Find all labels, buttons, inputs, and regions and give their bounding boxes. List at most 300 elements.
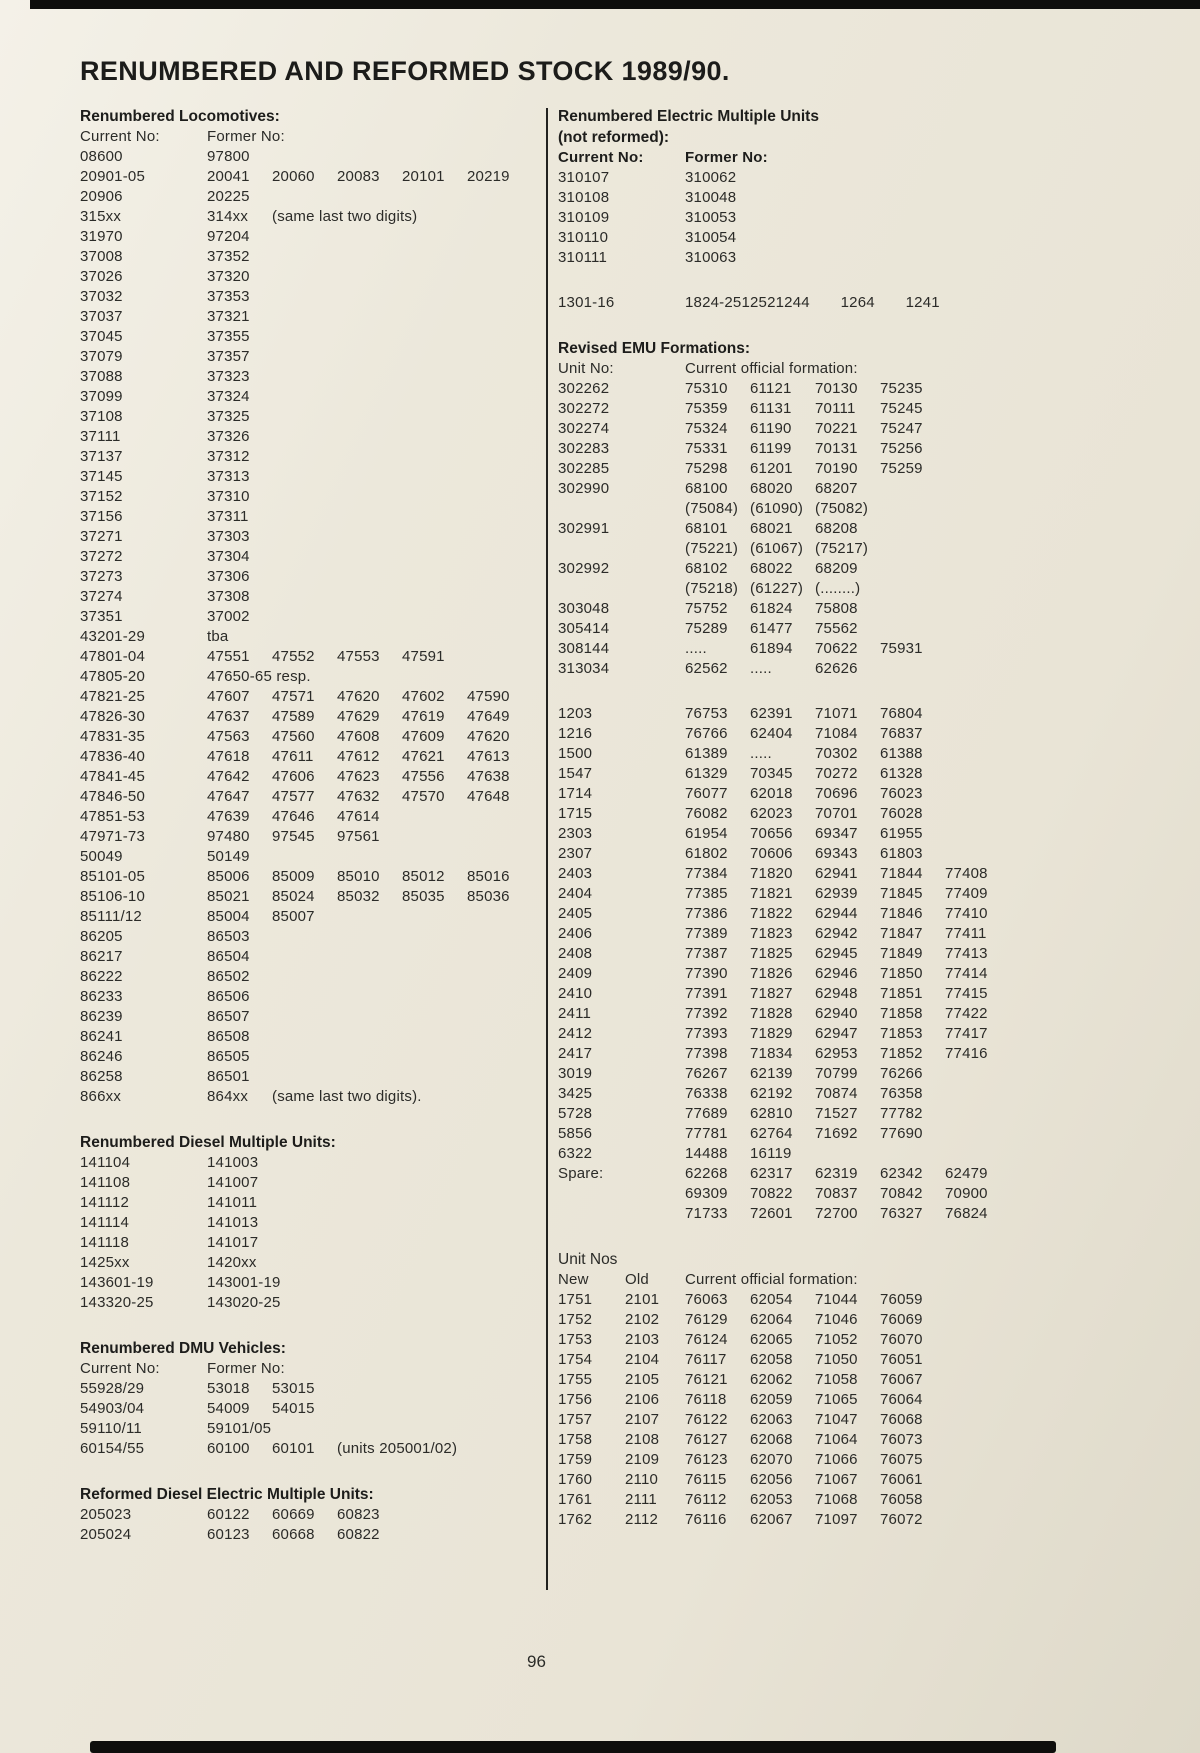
row-label: 37111 — [80, 428, 121, 445]
row-label: 86241 — [80, 1028, 123, 1045]
table-row — [558, 1124, 1198, 1144]
row-label: 37145 — [80, 468, 123, 485]
row-value: 76115 — [685, 1471, 727, 1488]
row-label: 310107 — [558, 169, 610, 186]
table-row — [558, 984, 1198, 1004]
row-value: 47618 — [207, 748, 250, 765]
row-value: 76127 — [685, 1431, 728, 1448]
row-label: 2303 — [558, 825, 593, 842]
row-label: 2105 — [625, 1371, 660, 1388]
row-label: 86246 — [80, 1048, 123, 1065]
row-value: 77384 — [685, 865, 728, 882]
row-value: 37352 — [207, 248, 250, 265]
row-label: 85106-10 — [80, 888, 145, 905]
section-heading: Reformed Diesel Electric Multiple Units: — [80, 1486, 374, 1503]
row-label: 2106 — [625, 1391, 660, 1408]
table-row — [558, 168, 1198, 188]
table-row — [80, 907, 546, 927]
table-row — [80, 327, 546, 347]
row-value: 77398 — [685, 1045, 728, 1062]
row-label — [558, 1204, 685, 1224]
row-label: 59110/11 — [80, 1420, 142, 1437]
row-value: 37323 — [207, 368, 250, 385]
row-value: 77411 — [945, 925, 987, 942]
row-value: 61824 — [750, 600, 793, 617]
row-value: 85036 — [467, 888, 510, 905]
table-row — [558, 1330, 1198, 1350]
row-label: 47831-35 — [80, 728, 145, 745]
row-label: 54903/04 — [80, 1400, 145, 1417]
row-label: 308144 — [558, 640, 610, 657]
row-value: 62941 — [815, 865, 858, 882]
row-label: 2111 — [625, 1491, 657, 1508]
row-value: 62063 — [750, 1411, 793, 1428]
row-value: (61227) — [750, 580, 804, 597]
row-value: 75562 — [815, 620, 858, 637]
row-value: 76117 — [685, 1351, 727, 1368]
row-value: 76073 — [880, 1431, 923, 1448]
row-value: 86504 — [207, 948, 250, 965]
table-row — [80, 667, 546, 687]
row-value: 70656 — [750, 825, 793, 842]
row-label: 37274 — [80, 588, 123, 605]
section-heading: Renumbered Locomotives: — [80, 108, 280, 125]
table-row — [80, 427, 546, 447]
page-number: 96 — [527, 1652, 546, 1671]
row-label: 2403 — [558, 865, 593, 882]
table-row — [80, 1293, 546, 1313]
row-value: 62942 — [815, 925, 858, 942]
table-row — [80, 927, 546, 947]
table-row — [80, 247, 546, 267]
row-value: 77390 — [685, 965, 728, 982]
row-value: 71851 — [880, 985, 923, 1002]
table-row — [80, 1379, 546, 1399]
row-value: 71846 — [880, 905, 923, 922]
row-value: 54015 — [272, 1400, 315, 1417]
row-value: 85035 — [402, 888, 445, 905]
row-label: 302990 — [558, 480, 610, 497]
row-value: 77391 — [685, 985, 728, 1002]
row-value: 1824-251252 — [685, 294, 776, 311]
row-value: 37326 — [207, 428, 250, 445]
table-row — [558, 1204, 1198, 1224]
row-value: 75808 — [815, 600, 858, 617]
table-row — [80, 887, 546, 907]
table-row — [80, 467, 546, 487]
row-label: 5728 — [558, 1105, 593, 1122]
row-label: 37272 — [80, 548, 123, 565]
row-value: 70874 — [815, 1085, 858, 1102]
row-value: 77417 — [945, 1025, 988, 1042]
table-row — [80, 727, 546, 747]
row-value: Current official formation: — [685, 1271, 858, 1288]
row-value: 76327 — [880, 1205, 923, 1222]
row-value: 75298 — [685, 460, 728, 477]
table-row — [80, 1067, 546, 1087]
table-row — [558, 639, 1198, 659]
row-value: Former No: — [207, 128, 285, 145]
table-row — [558, 293, 1198, 313]
row-label: 47851-53 — [80, 808, 145, 825]
row-value: 76064 — [880, 1391, 923, 1408]
row-value: 71064 — [815, 1431, 858, 1448]
table-row — [558, 419, 1198, 439]
row-label — [558, 539, 685, 559]
row-value: 37320 — [207, 268, 250, 285]
row-value: 62070 — [750, 1451, 793, 1468]
row-label: 47841-45 — [80, 768, 145, 785]
row-label: 303048 — [558, 600, 610, 617]
row-value: 47619 — [402, 708, 445, 725]
row-label: 85111/12 — [80, 908, 142, 925]
table-row — [558, 824, 1198, 844]
row-value: 86505 — [207, 1048, 250, 1065]
table-row — [558, 1430, 1198, 1450]
row-value: 47620 — [337, 688, 380, 705]
table-row — [558, 619, 1198, 639]
section — [80, 106, 546, 1107]
row-label: 85101-05 — [80, 868, 145, 885]
table-row — [558, 1370, 1198, 1390]
row-value: 62058 — [750, 1351, 793, 1368]
row-label: 2409 — [558, 965, 593, 982]
row-label: 2103 — [625, 1331, 660, 1348]
table-row — [80, 1027, 546, 1047]
column-headers — [558, 359, 1198, 379]
row-value: 75324 — [685, 420, 728, 437]
row-value: 47591 — [402, 648, 445, 665]
table-row — [558, 1290, 1198, 1310]
row-value: (61067) — [750, 540, 804, 557]
row-value: 37310 — [207, 488, 250, 505]
row-value: 76118 — [685, 1391, 727, 1408]
row-value: 97204 — [207, 228, 250, 245]
row-label: 47805-20 — [80, 668, 145, 685]
row-value: (61090) — [750, 500, 804, 517]
row-value: 37353 — [207, 288, 250, 305]
row-value: 71052 — [815, 1331, 858, 1348]
row-value: 62192 — [750, 1085, 793, 1102]
table-row — [80, 227, 546, 247]
row-label: 310110 — [558, 229, 609, 246]
row-label: 2112 — [625, 1511, 659, 1528]
row-label: 1301-16 — [558, 294, 615, 311]
row-value: 62054 — [750, 1291, 793, 1308]
row-value: 71733 — [685, 1205, 728, 1222]
row-label: 37156 — [80, 508, 123, 525]
right-column — [558, 106, 1198, 1530]
row-value: 71097 — [815, 1511, 858, 1528]
row-value: 61121 — [750, 380, 792, 397]
table-row — [80, 947, 546, 967]
section-heading: (not reformed): — [558, 129, 670, 146]
row-label: 302992 — [558, 560, 610, 577]
row-value: 50149 — [207, 848, 250, 865]
left-column — [80, 106, 546, 1545]
table-row — [558, 599, 1198, 619]
row-label: 1758 — [558, 1431, 593, 1448]
column-headers — [80, 127, 546, 147]
row-label: 2110 — [625, 1471, 659, 1488]
row-value: 70842 — [880, 1185, 923, 1202]
table-row — [558, 459, 1198, 479]
row-value: 47648 — [467, 788, 510, 805]
table-row — [558, 1310, 1198, 1330]
row-value: 20219 — [467, 168, 510, 185]
row-value: tba — [207, 628, 229, 645]
row-value: 47647 — [207, 788, 250, 805]
row-value: 53018 — [207, 1380, 250, 1397]
row-value: 71827 — [750, 985, 793, 1002]
row-label: 55928/29 — [80, 1380, 145, 1397]
section — [558, 704, 1198, 1224]
row-value: 76059 — [880, 1291, 923, 1308]
row-label: 47971-73 — [80, 828, 145, 845]
row-value: 37002 — [207, 608, 250, 625]
row-value: 68101 — [685, 520, 728, 537]
table-row — [558, 804, 1198, 824]
row-value: 47621 — [402, 748, 445, 765]
row-value: 47609 — [402, 728, 445, 745]
row-value: 47642 — [207, 768, 250, 785]
row-value: 47649 — [467, 708, 510, 725]
row-label: 1757 — [558, 1411, 593, 1428]
row-value: 75310 — [685, 380, 728, 397]
row-label: 3019 — [558, 1065, 593, 1082]
row-value: 76063 — [685, 1291, 728, 1308]
table-row — [558, 944, 1198, 964]
row-value: 97561 — [337, 828, 380, 845]
row-value: 60123 — [207, 1526, 250, 1543]
row-value: 61328 — [880, 765, 923, 782]
row-value: 85012 — [402, 868, 445, 885]
row-value: 62053 — [750, 1491, 793, 1508]
row-value: 141011 — [207, 1194, 258, 1211]
row-label: 141114 — [80, 1214, 130, 1231]
row-label: 2412 — [558, 1025, 593, 1042]
row-value: 61388 — [880, 745, 923, 762]
row-value: 62404 — [750, 725, 793, 742]
row-value: 62626 — [815, 660, 858, 677]
row-value: 69343 — [815, 845, 858, 862]
row-value: 69347 — [815, 825, 858, 842]
table-row — [80, 387, 546, 407]
row-label: 47801-04 — [80, 648, 145, 665]
row-value: 71527 — [815, 1105, 858, 1122]
row-value: 85016 — [467, 868, 510, 885]
row-label: 2108 — [625, 1431, 660, 1448]
table-row — [80, 487, 546, 507]
row-value: 47650-65 resp. — [207, 668, 311, 685]
row-value: 62056 — [750, 1471, 793, 1488]
table-row — [80, 267, 546, 287]
row-label: 2408 — [558, 945, 593, 962]
table-row — [558, 1184, 1198, 1204]
row-label: 302274 — [558, 420, 610, 437]
row-value: 68022 — [750, 560, 793, 577]
row-value: 62319 — [815, 1165, 858, 1182]
table-row — [80, 687, 546, 707]
row-value: 61477 — [750, 620, 793, 637]
row-value: 61955 — [880, 825, 923, 842]
row-value: 68102 — [685, 560, 728, 577]
row-label: 302285 — [558, 460, 610, 477]
row-value: 60823 — [337, 1506, 380, 1523]
row-value: 71822 — [750, 905, 793, 922]
row-value: 68208 — [815, 520, 858, 537]
table-row — [80, 1399, 546, 1419]
row-value: ..... — [750, 660, 772, 677]
row-value: 62062 — [750, 1371, 793, 1388]
row-value: 97545 — [272, 828, 315, 845]
table-row — [558, 864, 1198, 884]
row-value: 62268 — [685, 1165, 728, 1182]
row-value: 37306 — [207, 568, 250, 585]
row-label: 1753 — [558, 1331, 593, 1348]
row-value: 61131 — [750, 400, 792, 417]
row-value: 71850 — [880, 965, 923, 982]
row-value: 60101 — [272, 1440, 315, 1457]
row-value: 61389 — [685, 745, 728, 762]
column-headers — [80, 1359, 546, 1379]
table-row — [558, 579, 1198, 599]
table-row — [558, 1490, 1198, 1510]
row-value: 20060 — [272, 168, 315, 185]
row-value: 70696 — [815, 785, 858, 802]
row-value: 76028 — [880, 805, 923, 822]
row-label: 205023 — [80, 1506, 132, 1523]
row-value: 47563 — [207, 728, 250, 745]
row-label: 141118 — [80, 1234, 130, 1251]
row-label: 20901-05 — [80, 168, 145, 185]
table-row — [558, 1144, 1198, 1164]
row-value: 71849 — [880, 945, 923, 962]
row-value: 62065 — [750, 1331, 793, 1348]
row-label: 2102 — [625, 1311, 660, 1328]
row-value: 85024 — [272, 888, 315, 905]
row-value: 76061 — [880, 1471, 923, 1488]
row-value: 76358 — [880, 1085, 923, 1102]
row-label: 2410 — [558, 985, 593, 1002]
row-value: 62139 — [750, 1065, 793, 1082]
row-value: 47637 — [207, 708, 250, 725]
row-value: 76338 — [685, 1085, 728, 1102]
row-value: 141017 — [207, 1234, 259, 1251]
row-value: 76267 — [685, 1065, 728, 1082]
table-row — [80, 767, 546, 787]
row-label: 141112 — [80, 1194, 130, 1211]
row-value: 97480 — [207, 828, 250, 845]
table-row — [80, 1253, 546, 1273]
row-label: 37351 — [80, 608, 123, 625]
table-row — [80, 527, 546, 547]
row-value: 77409 — [945, 885, 988, 902]
row-value: 70622 — [815, 640, 858, 657]
row-label: 37271 — [80, 528, 123, 545]
row-value: 62764 — [750, 1125, 793, 1142]
row-label: 2404 — [558, 885, 593, 902]
table-row — [80, 507, 546, 527]
row-value: 76122 — [685, 1411, 728, 1428]
row-label: 2104 — [625, 1351, 660, 1368]
table-row — [80, 167, 546, 187]
row-label: 305414 — [558, 620, 610, 637]
row-value: 864xx — [207, 1088, 249, 1105]
row-value: 71065 — [815, 1391, 858, 1408]
table-row — [558, 1084, 1198, 1104]
row-value: 62391 — [750, 705, 793, 722]
row-value: 76023 — [880, 785, 923, 802]
row-value: 77781 — [685, 1125, 728, 1142]
row-value: 68020 — [750, 480, 793, 497]
table-row — [558, 539, 1198, 559]
row-label: 1500 — [558, 745, 593, 762]
table-row — [558, 379, 1198, 399]
row-value: 47602 — [402, 688, 445, 705]
row-value: 71692 — [815, 1125, 858, 1142]
table-row — [80, 567, 546, 587]
row-value: 77386 — [685, 905, 728, 922]
section-heading: Renumbered DMU Vehicles: — [80, 1340, 286, 1357]
row-value: 37308 — [207, 588, 250, 605]
row-value: 86507 — [207, 1008, 250, 1025]
row-label — [558, 499, 685, 519]
section — [80, 1484, 546, 1545]
table-row — [558, 248, 1198, 268]
table-row — [80, 987, 546, 1007]
row-label: 1754 — [558, 1351, 593, 1368]
row-value: 62562 — [685, 660, 728, 677]
row-value: 47556 — [402, 768, 445, 785]
table-row — [558, 784, 1198, 804]
row-value: ..... — [750, 745, 772, 762]
row-value: 71847 — [880, 925, 923, 942]
row-value: 77393 — [685, 1025, 728, 1042]
row-label — [558, 1184, 685, 1204]
row-value: 54009 — [207, 1400, 250, 1417]
row-value: 71829 — [750, 1025, 793, 1042]
row-label: 143601-19 — [80, 1274, 154, 1291]
table-row — [558, 1450, 1198, 1470]
row-value: 70701 — [815, 805, 858, 822]
row-value: 72601 — [750, 1205, 793, 1222]
row-value: 75259 — [880, 460, 923, 477]
row-value: 70190 — [815, 460, 858, 477]
row-value: 1241 — [905, 294, 940, 311]
row-value: 37325 — [207, 408, 250, 425]
row-label: Unit No: — [558, 360, 614, 377]
row-value: 77413 — [945, 945, 988, 962]
row-label: 86217 — [80, 948, 123, 965]
row-label: 3425 — [558, 1085, 593, 1102]
row-value: 62068 — [750, 1431, 793, 1448]
row-value: 76129 — [685, 1311, 728, 1328]
row-value: 75247 — [880, 420, 923, 437]
row-value: 60822 — [337, 1526, 380, 1543]
table-row — [558, 1064, 1198, 1084]
row-value: 47590 — [467, 688, 510, 705]
row-label: 1760 — [558, 1471, 593, 1488]
row-value: 47623 — [337, 768, 380, 785]
row-value: 62810 — [750, 1105, 793, 1122]
table-row — [558, 188, 1198, 208]
table-row — [558, 1410, 1198, 1430]
table-row — [558, 884, 1198, 904]
row-label: 20906 — [80, 188, 123, 205]
row-value: Former No: — [685, 149, 768, 166]
row-value: (same last two digits). — [272, 1088, 422, 1105]
